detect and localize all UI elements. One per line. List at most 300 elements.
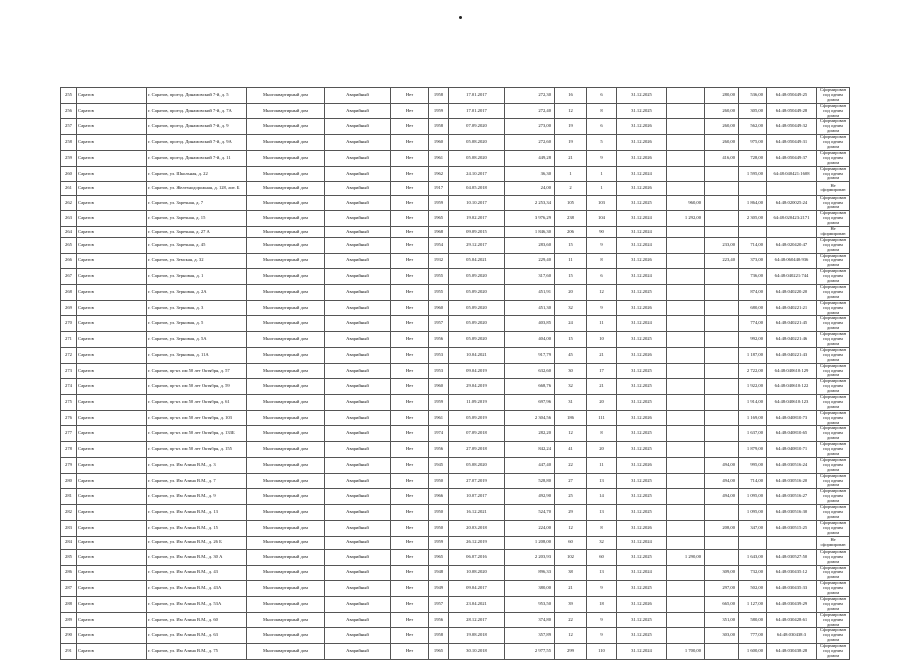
address-cell: г. Саратов, ул. Зерновая, д. 2А — [147, 285, 247, 301]
value2-cell — [705, 227, 739, 238]
recognition-date-cell: 05.04.2021 — [449, 253, 505, 269]
building-type-cell: Многоквартирный дом — [247, 347, 325, 363]
table-row — [61, 395, 850, 411]
rooms-cell: 20 — [587, 442, 617, 458]
residents-cell: 22 — [555, 612, 587, 628]
planned-date-cell: 31.12.2024 — [617, 211, 667, 227]
value1-cell — [667, 596, 705, 612]
value1-cell — [667, 395, 705, 411]
planned-date-cell: 31.12.2025 — [617, 379, 667, 395]
value3-cell — [739, 536, 767, 549]
recognition-date-cell: 19.02.2017 — [449, 211, 505, 227]
value1-cell — [667, 505, 705, 521]
residents-cell: 15 — [555, 237, 587, 253]
condition-cell: Аварийный — [325, 457, 391, 473]
building-type-cell: Многоквартирный дом — [247, 150, 325, 166]
residents-cell: 60 — [555, 536, 587, 549]
area-cell: 24,00 — [505, 182, 555, 195]
land-status-cell: Сформирован под одним домом — [817, 442, 850, 458]
value1-cell — [667, 150, 705, 166]
row-number: 269 — [61, 300, 77, 316]
condition-cell: Аварийный — [325, 347, 391, 363]
rooms-cell: 8 — [587, 253, 617, 269]
value1-cell — [667, 135, 705, 151]
row-number: 283 — [61, 520, 77, 536]
cadastral-number-cell: 64:48:040610:129 — [767, 363, 817, 379]
value3-cell: 562,00 — [739, 119, 767, 135]
condition-cell: Аварийный — [325, 195, 391, 211]
year-cell: 1949 — [429, 581, 449, 597]
residents-cell: 206 — [555, 227, 587, 238]
condition-cell: Аварийный — [325, 442, 391, 458]
flag-cell: Нет — [391, 379, 429, 395]
area-cell: 953,50 — [505, 596, 555, 612]
row-number: 279 — [61, 457, 77, 473]
cadastral-number-cell: 64:48:030435:33 — [767, 581, 817, 597]
cadastral-number-cell: 64:48:030516:27 — [767, 489, 817, 505]
row-number: 258 — [61, 135, 77, 151]
planned-date-cell: 31.12.2025 — [617, 103, 667, 119]
cadastral-number-cell: 64:48:050449:25 — [767, 88, 817, 104]
year-cell: 1957 — [429, 316, 449, 332]
building-type-cell: Многоквартирный дом — [247, 253, 325, 269]
condition-cell: Аварийный — [325, 211, 391, 227]
area-cell: 697,96 — [505, 395, 555, 411]
year-cell: 1953 — [429, 363, 449, 379]
row-number: 275 — [61, 395, 77, 411]
year-cell: 1960 — [429, 379, 449, 395]
condition-cell: Аварийный — [325, 363, 391, 379]
city-cell: Саратов — [77, 237, 147, 253]
value1-cell — [667, 285, 705, 301]
address-cell: г. Саратов, ул. Заречная, д. 15 — [147, 211, 247, 227]
value1-cell — [667, 269, 705, 285]
table-body — [61, 88, 850, 660]
rooms-cell: 60 — [587, 549, 617, 565]
rooms-cell: 13 — [587, 473, 617, 489]
building-type-cell: Многоквартирный дом — [247, 363, 325, 379]
land-status-cell: Сформирован под одним домом — [817, 505, 850, 521]
value1-cell — [667, 119, 705, 135]
table-row — [61, 103, 850, 119]
rooms-cell: 10 — [587, 332, 617, 348]
area-cell: 1 846,30 — [505, 227, 555, 238]
value1-cell: 960,00 — [667, 195, 705, 211]
value3-cell: 580,00 — [739, 612, 767, 628]
value2-cell: 260,00 — [705, 135, 739, 151]
row-number: 255 — [61, 88, 77, 104]
value3-cell: 732,00 — [739, 565, 767, 581]
residents-cell: 38 — [555, 565, 587, 581]
value1-cell — [667, 88, 705, 104]
value1-cell: 1 292,00 — [667, 211, 705, 227]
residents-cell: 15 — [555, 332, 587, 348]
planned-date-cell: 31.12.2025 — [617, 332, 667, 348]
cadastral-number-cell — [767, 182, 817, 195]
recognition-date-cell: 28.12.2017 — [449, 612, 505, 628]
city-cell: Саратов — [77, 549, 147, 565]
planned-date-cell: 31.12.2026 — [617, 520, 667, 536]
value3-cell: 1 095,00 — [739, 505, 767, 521]
condition-cell: Аварийный — [325, 473, 391, 489]
residents-cell: 19 — [555, 119, 587, 135]
value1-cell — [667, 227, 705, 238]
flag-cell: Нет — [391, 549, 429, 565]
condition-cell: Аварийный — [325, 182, 391, 195]
area-cell: 896,33 — [505, 565, 555, 581]
flag-cell: Нет — [391, 612, 429, 628]
land-status-cell: Сформирован под одним домом — [817, 347, 850, 363]
city-cell: Саратов — [77, 253, 147, 269]
residents-cell: 2 — [555, 182, 587, 195]
flag-cell: Нет — [391, 565, 429, 581]
value3-cell: 774,00 — [739, 316, 767, 332]
land-status-cell: Не сформирован — [817, 536, 850, 549]
value3-cell: 728,00 — [739, 150, 767, 166]
table-row — [61, 442, 850, 458]
residents-cell: 238 — [555, 211, 587, 227]
table-row — [61, 549, 850, 565]
land-status-cell: Сформирован под одним домом — [817, 520, 850, 536]
value1-cell — [667, 520, 705, 536]
cadastral-number-cell: 64:48:050449:28 — [767, 103, 817, 119]
value2-cell: 297,00 — [705, 581, 739, 597]
table-row — [61, 379, 850, 395]
condition-cell: Аварийный — [325, 253, 391, 269]
city-cell: Саратов — [77, 316, 147, 332]
recognition-date-cell: 30.10.2018 — [449, 644, 505, 660]
cadastral-number-cell: 64:48:030439:29 — [767, 596, 817, 612]
value3-cell: 502,00 — [739, 581, 767, 597]
value2-cell — [705, 410, 739, 426]
year-cell: 1954 — [429, 237, 449, 253]
cadastral-number-cell: 64:48:040421:1608 — [767, 166, 817, 182]
planned-date-cell: 31.12.2024 — [617, 237, 667, 253]
recognition-date-cell: 27.09.2018 — [449, 442, 505, 458]
recognition-date-cell: 05.08.2020 — [449, 150, 505, 166]
rooms-cell: 9 — [587, 300, 617, 316]
cadastral-number-cell: 64:48:050449:37 — [767, 150, 817, 166]
address-cell: г. Саратов, ул. Им Азина В.М., д. 13 — [147, 505, 247, 521]
city-cell: Саратов — [77, 195, 147, 211]
address-cell: г. Саратов, ул. Им Азина В.М., д. 9 — [147, 489, 247, 505]
cadastral-number-cell: 64:48:040220:20 — [767, 285, 817, 301]
residents-cell: 21 — [555, 150, 587, 166]
value3-cell: 1 637,00 — [739, 426, 767, 442]
value2-cell — [705, 300, 739, 316]
year-cell: 1950 — [429, 505, 449, 521]
year-cell: 1959 — [429, 395, 449, 411]
building-type-cell: Многоквартирный дом — [247, 581, 325, 597]
planned-date-cell: 31.12.2024 — [617, 565, 667, 581]
year-cell: 1917 — [429, 182, 449, 195]
planned-date-cell: 31.12.2024 — [617, 227, 667, 238]
building-type-cell: Многоквартирный дом — [247, 211, 325, 227]
address-cell: г. Саратов, ул. Им Азина В.М., д. 15 — [147, 520, 247, 536]
land-status-cell: Сформирован под одним домом — [817, 332, 850, 348]
city-cell: Саратов — [77, 628, 147, 644]
city-cell: Саратов — [77, 182, 147, 195]
value1-cell — [667, 581, 705, 597]
area-cell: 632,60 — [505, 363, 555, 379]
table-row — [61, 410, 850, 426]
value3-cell: 714,00 — [739, 237, 767, 253]
table-row — [61, 520, 850, 536]
planned-date-cell: 31.12.2026 — [617, 300, 667, 316]
building-type-cell: Многоквартирный дом — [247, 473, 325, 489]
recognition-date-cell: 09.04.2017 — [449, 581, 505, 597]
value3-cell: 714,00 — [739, 473, 767, 489]
value3-cell: 736,00 — [739, 269, 767, 285]
planned-date-cell: 31.12.2024 — [617, 166, 667, 182]
row-number: 265 — [61, 237, 77, 253]
area-cell: 524,70 — [505, 505, 555, 521]
value3-cell: 1 914,00 — [739, 395, 767, 411]
flag-cell: Нет — [391, 644, 429, 660]
table-row — [61, 182, 850, 195]
residents-cell: 11 — [555, 253, 587, 269]
table-row — [61, 426, 850, 442]
value1-cell — [667, 182, 705, 195]
address-cell: г. Саратов, ул. Им Азина В.М., д. 3 — [147, 457, 247, 473]
address-cell: г. Саратов, ул. Земская, д. 32 — [147, 253, 247, 269]
row-number: 288 — [61, 596, 77, 612]
building-type-cell: Многоквартирный дом — [247, 332, 325, 348]
city-cell: Саратов — [77, 332, 147, 348]
address-cell: г. Саратов, ул. Заречная, д. 27 А — [147, 227, 247, 238]
rooms-cell: 111 — [587, 410, 617, 426]
recognition-date-cell: 19.08.2018 — [449, 628, 505, 644]
value2-cell — [705, 549, 739, 565]
area-cell: 3 976,29 — [505, 211, 555, 227]
condition-cell: Аварийный — [325, 505, 391, 521]
area-cell: 224,00 — [505, 520, 555, 536]
address-cell: г. Саратов, ул. Им Азина В.М., д. 75 — [147, 644, 247, 660]
recognition-date-cell: 10.10.2017 — [449, 195, 505, 211]
residents-cell: 25 — [555, 489, 587, 505]
recognition-date-cell: 05.08.2020 — [449, 457, 505, 473]
recognition-date-cell: 17.01.2017 — [449, 103, 505, 119]
condition-cell: Аварийный — [325, 395, 391, 411]
building-type-cell: Многоквартирный дом — [247, 457, 325, 473]
value2-cell — [705, 166, 739, 182]
planned-date-cell: 31.12.2025 — [617, 612, 667, 628]
value3-cell: 992,00 — [739, 332, 767, 348]
residents-cell: 27 — [555, 473, 587, 489]
rooms-cell: 11 — [587, 457, 617, 473]
address-cell: г. Саратов, ул. Им Азина В.М., д. 60 — [147, 612, 247, 628]
building-type-cell: Многоквартирный дом — [247, 410, 325, 426]
value1-cell — [667, 253, 705, 269]
rooms-cell: 18 — [587, 596, 617, 612]
row-number: 267 — [61, 269, 77, 285]
city-cell: Саратов — [77, 536, 147, 549]
city-cell: Саратов — [77, 166, 147, 182]
value1-cell: 1 290,00 — [667, 549, 705, 565]
area-cell: 36,30 — [505, 166, 555, 182]
table-row — [61, 269, 850, 285]
value3-cell: 2 722,00 — [739, 363, 767, 379]
building-type-cell: Многоквартирный дом — [247, 135, 325, 151]
rooms-cell: 6 — [587, 119, 617, 135]
planned-date-cell: 31.12.2026 — [617, 457, 667, 473]
table-row — [61, 457, 850, 473]
city-cell: Саратов — [77, 581, 147, 597]
city-cell: Саратов — [77, 644, 147, 660]
flag-cell: Нет — [391, 150, 429, 166]
rooms-cell: 103 — [587, 195, 617, 211]
flag-cell: Нет — [391, 227, 429, 238]
building-type-cell: Многоквартирный дом — [247, 166, 325, 182]
flag-cell: Нет — [391, 395, 429, 411]
address-cell: г. Саратов, ул. Заречная, д. 7 — [147, 195, 247, 211]
planned-date-cell: 31.12.2025 — [617, 473, 667, 489]
city-cell: Саратов — [77, 395, 147, 411]
condition-cell: Аварийный — [325, 150, 391, 166]
address-cell: г. Саратов, ул. Им Азина В.М., д. 30 А — [147, 549, 247, 565]
address-cell: г. Саратов, пр-кт. им 50 лет Октября, д. 155 — [147, 442, 247, 458]
recognition-date-cell: 07.09.2020 — [449, 119, 505, 135]
cadastral-number-cell: 64:48:060440:936 — [767, 253, 817, 269]
table-row — [61, 473, 850, 489]
land-status-cell: Сформирован под одним домом — [817, 379, 850, 395]
planned-date-cell: 31.12.2024 — [617, 269, 667, 285]
value1-cell — [667, 628, 705, 644]
year-cell: 1962 — [429, 166, 449, 182]
residents-cell: 21 — [555, 581, 587, 597]
recognition-date-cell: 29.04.2019 — [449, 379, 505, 395]
table-row — [61, 285, 850, 301]
land-status-cell: Сформирован под одним домом — [817, 300, 850, 316]
recognition-date-cell: 23.04.2021 — [449, 596, 505, 612]
recognition-date-cell: 27.07.2019 — [449, 473, 505, 489]
condition-cell: Аварийный — [325, 549, 391, 565]
building-type-cell: Многоквартирный дом — [247, 565, 325, 581]
planned-date-cell: 31.12.2025 — [617, 426, 667, 442]
value3-cell — [739, 227, 767, 238]
value3-cell: 680,00 — [739, 300, 767, 316]
land-status-cell: Сформирован под одним домом — [817, 426, 850, 442]
table-row — [61, 253, 850, 269]
planned-date-cell: 31.12.2025 — [617, 505, 667, 521]
building-type-cell: Многоквартирный дом — [247, 103, 325, 119]
table-row — [61, 581, 850, 597]
value3-cell: 347,00 — [739, 520, 767, 536]
rooms-cell: 13 — [587, 505, 617, 521]
row-number: 281 — [61, 489, 77, 505]
recognition-date-cell: 05.09.2019 — [449, 410, 505, 426]
residents-cell: 105 — [555, 195, 587, 211]
value1-cell — [667, 612, 705, 628]
residents-cell: 24 — [555, 316, 587, 332]
flag-cell: Нет — [391, 581, 429, 597]
value3-cell: 1 095,00 — [739, 489, 767, 505]
value3-cell: 536,00 — [739, 88, 767, 104]
building-type-cell: Многоквартирный дом — [247, 316, 325, 332]
row-number: 264 — [61, 227, 77, 238]
flag-cell: Нет — [391, 166, 429, 182]
recognition-date-cell: 29.12.2017 — [449, 237, 505, 253]
condition-cell: Аварийный — [325, 316, 391, 332]
row-number: 261 — [61, 182, 77, 195]
planned-date-cell: 31.12.2025 — [617, 395, 667, 411]
row-number: 284 — [61, 536, 77, 549]
year-cell: 1961 — [429, 150, 449, 166]
recognition-date-cell: 11.09.2019 — [449, 395, 505, 411]
value2-cell — [705, 195, 739, 211]
area-cell: 357,89 — [505, 628, 555, 644]
value1-cell — [667, 410, 705, 426]
planned-date-cell: 31.12.2025 — [617, 195, 667, 211]
city-cell: Саратов — [77, 410, 147, 426]
row-number: 274 — [61, 379, 77, 395]
row-number: 259 — [61, 150, 77, 166]
rooms-cell: 21 — [587, 379, 617, 395]
residents-cell: 29 — [555, 505, 587, 521]
building-type-cell: Многоквартирный дом — [247, 395, 325, 411]
value2-cell: 303,00 — [705, 628, 739, 644]
building-type-cell: Многоквартирный дом — [247, 285, 325, 301]
area-cell: 404,00 — [505, 332, 555, 348]
condition-cell: Аварийный — [325, 119, 391, 135]
city-cell: Саратов — [77, 457, 147, 473]
value1-cell — [667, 379, 705, 395]
area-cell: 403,85 — [505, 316, 555, 332]
cadastral-number-cell: 64:48:020423:2171 — [767, 211, 817, 227]
flag-cell: Нет — [391, 536, 429, 549]
city-cell: Саратов — [77, 300, 147, 316]
value2-cell — [705, 536, 739, 549]
row-number: 285 — [61, 549, 77, 565]
value3-cell: 1 879,00 — [739, 442, 767, 458]
row-number: 273 — [61, 363, 77, 379]
rooms-cell: 8 — [587, 426, 617, 442]
table-row — [61, 347, 850, 363]
area-cell: 283,60 — [505, 237, 555, 253]
flag-cell: Нет — [391, 457, 429, 473]
address-cell: г. Саратов, проезд. Динамовский 7-й, д. 9 — [147, 119, 247, 135]
rooms-cell: 110 — [587, 644, 617, 660]
building-type-cell: Многоквартирный дом — [247, 612, 325, 628]
recognition-date-cell: 05.09.2020 — [449, 316, 505, 332]
year-cell: 1959 — [429, 103, 449, 119]
rooms-cell: 17 — [587, 363, 617, 379]
city-cell: Саратов — [77, 473, 147, 489]
area-cell: 1 208,00 — [505, 536, 555, 549]
row-number: 289 — [61, 612, 77, 628]
cadastral-number-cell: 64:48:040810:73 — [767, 410, 817, 426]
address-cell: г. Саратов, ул. Им Азина В.М., д. 43А — [147, 581, 247, 597]
land-status-cell: Сформирован под одним домом — [817, 596, 850, 612]
recognition-date-cell: 05.09.2020 — [449, 300, 505, 316]
cadastral-number-cell: 64:48:040221:45 — [767, 316, 817, 332]
building-type-cell: Многоквартирный дом — [247, 119, 325, 135]
flag-cell: Нет — [391, 363, 429, 379]
area-cell: 273,00 — [505, 119, 555, 135]
table-row — [61, 195, 850, 211]
residents-cell: 39 — [555, 596, 587, 612]
land-status-cell: Сформирован под одним домом — [817, 612, 850, 628]
flag-cell: Нет — [391, 300, 429, 316]
rooms-cell: 6 — [587, 88, 617, 104]
value2-cell — [705, 285, 739, 301]
flag-cell: Нет — [391, 426, 429, 442]
year-cell: 1958 — [429, 628, 449, 644]
land-status-cell: Сформирован под одним домом — [817, 195, 850, 211]
condition-cell: Аварийный — [325, 166, 391, 182]
table-row — [61, 135, 850, 151]
row-number: 263 — [61, 211, 77, 227]
